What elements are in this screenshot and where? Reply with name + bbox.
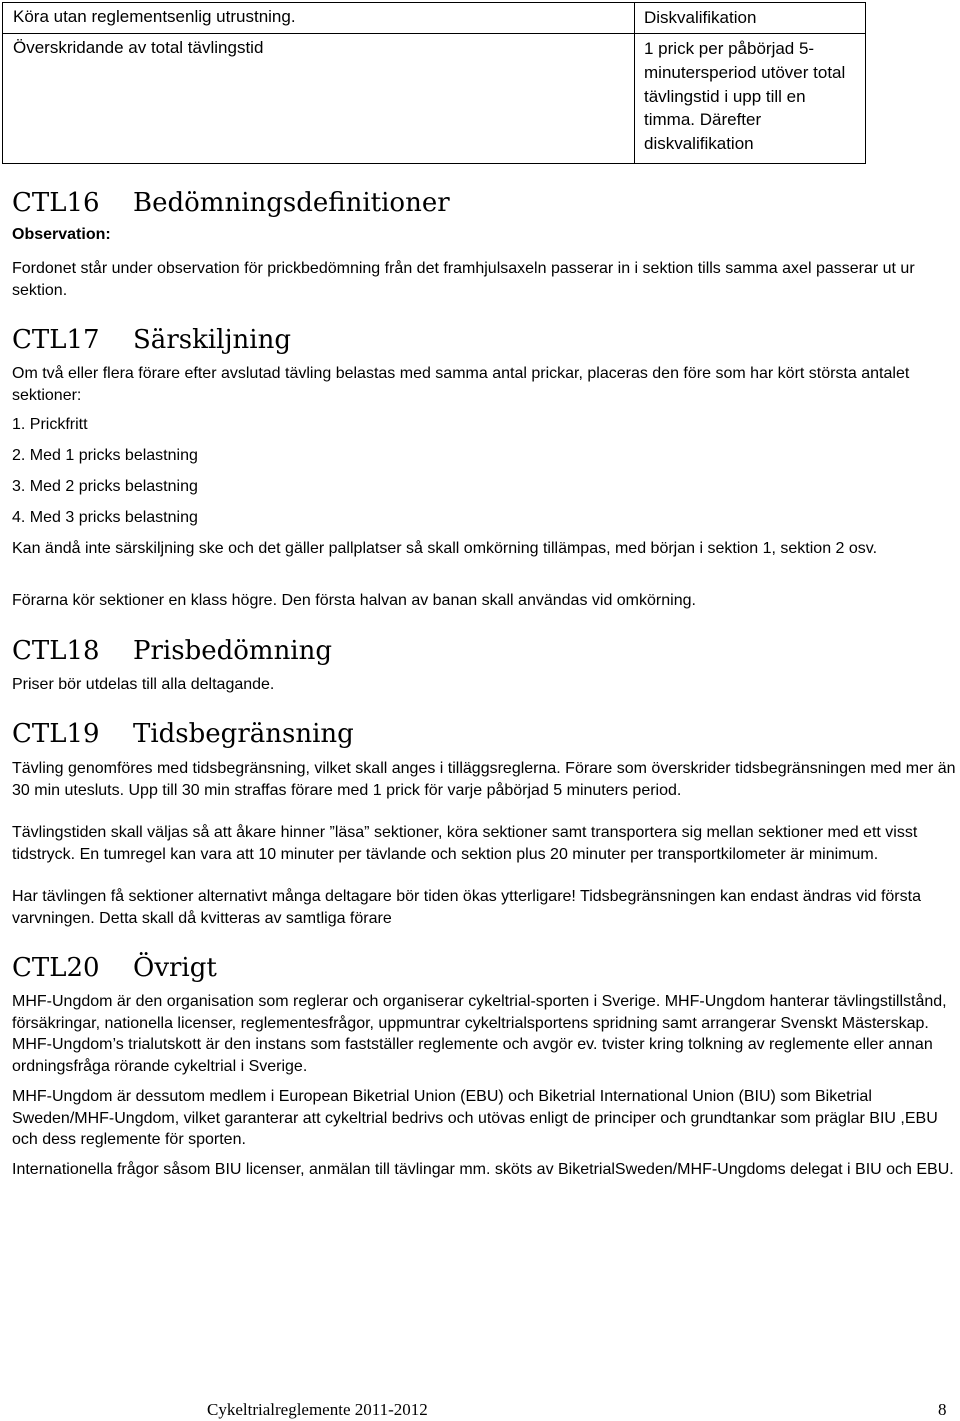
ctl18-text: Priser bör utdelas till alla deltagande. xyxy=(12,676,275,693)
penalty-cell: 1 prick per påbörjad 5-minutersperiod utöver total tävlingstid i upp till en timma. Därefter diskvalifikation xyxy=(644,39,846,154)
section-title-ctl20: Övrigt xyxy=(133,953,217,983)
table-row xyxy=(3,3,865,34)
list-item: 3. Med 2 pricks belastning xyxy=(12,478,198,495)
section-title-ctl17: Särskiljning xyxy=(133,325,291,355)
section-title-ctl16: Bedömningsdefinitioner xyxy=(133,188,450,218)
footer-title: Cykeltrialreglemente 2011-2012 xyxy=(207,1400,428,1419)
ctl20-p1: MHF-Ungdom är den organisation som reglerar och organiserar cykeltrial-sporten i Sverige. MHF-Ungdom hanterar tävlingstillstånd, försäkringar, nationella licenser, reglementesfrågor, uppmuntrar cykeltrialsportens spridning samt arrangerar Svenskt Mästerskap. MHF-Ungdom’s trialutskott är den instans som fastställer reglemente och avgör ev. tvister kring tolkning av reglemente eller annan ordningsfråga rörande cykeltrial i Sverige. xyxy=(12,993,947,1075)
section-code-ctl18: CTL18 xyxy=(12,636,100,666)
list-item: 1. Prickfritt xyxy=(12,416,88,433)
list-item: 2. Med 1 pricks belastning xyxy=(12,447,198,464)
ctl19-p2: Tävlingstiden skall väljas så att åkare hinner ”läsa” sektioner, köra sektioner samt transportera sig mellan sektioner med ett visst tidstryck. En tumregel kan vara att 10 minuter per tävlande och sektion plus 20 minuter per transportkilometer är minimum. xyxy=(12,824,918,863)
rule-cell: Köra utan reglementsenlig utrustning. xyxy=(13,7,296,26)
ctl20-p2: MHF-Ungdom är dessutom medlem i European Biketrial Union (EBU) och Biketrial International Union (BIU) som Biketrial Sweden/MHF-Ungdom, vilket garanterar att cykeltrial bedrivs och utövas enligt de principer och grundtankar som präglar BIU ,EBU och dess reglemente för sporten. xyxy=(12,1088,938,1148)
ctl17-text2: Kan ändå inte särskiljning ske och det gäller pallplatser så skall omkörning tillämpas, med början i sektion 1, sektion 2 osv. xyxy=(12,540,878,557)
section-code-ctl19: CTL19 xyxy=(12,719,100,749)
ctl19-p1: Tävling genomföres med tidsbegränsning, vilket skall anges i tilläggsreglerna. Förare som överskrider tidsbegränsningen med mer än 30 min utesluts. Upp till 30 min straffas förare med 1 prick för varje påbörjad 5 minuters period. xyxy=(12,760,956,799)
penalty-cell: Diskvalifikation xyxy=(644,8,757,27)
ctl17-text3: Förarna kör sektioner en klass högre. Den första halvan av banan skall användas vid omkörning. xyxy=(12,592,696,609)
list-item: 4. Med 3 pricks belastning xyxy=(12,509,198,526)
penalty-table xyxy=(2,2,866,164)
ctl17-intro: Om två eller flera förare efter avslutad tävling belastas med samma antal prickar, placeras den före som har kört största antalet sektioner: xyxy=(12,365,910,404)
page-number: 8 xyxy=(938,1400,947,1419)
ctl20-p3: Internationella frågor såsom BIU licenser, anmälan till tävlingar mm. sköts av BiketrialSweden/MHF-Ungdoms delegat i BIU och EBU. xyxy=(12,1161,954,1178)
section-title-ctl18: Prisbedömning xyxy=(133,636,333,666)
ctl19-p3: Har tävlingen få sektioner alternativt många deltagare bör tiden ökas ytterligare! Tidsbegränsningen kan endast ändras vid första varvningen. Detta skall då kvitteras av samtliga förare xyxy=(12,888,921,927)
section-title-ctl19: Tidsbegränsning xyxy=(133,719,354,749)
rule-cell: Överskridande av total tävlingstid xyxy=(13,38,264,57)
table-row xyxy=(3,34,865,163)
section-code-ctl16: CTL16 xyxy=(12,188,100,218)
section-code-ctl20: CTL20 xyxy=(12,953,100,983)
observation-subheading: Observation: xyxy=(12,226,111,243)
ctl16-text: Fordonet står under observation för prickbedömning från det framhjulsaxeln passerar in i sektion tills samma axel passerar ut ur sektion. xyxy=(12,260,915,299)
section-code-ctl17: CTL17 xyxy=(12,325,100,355)
